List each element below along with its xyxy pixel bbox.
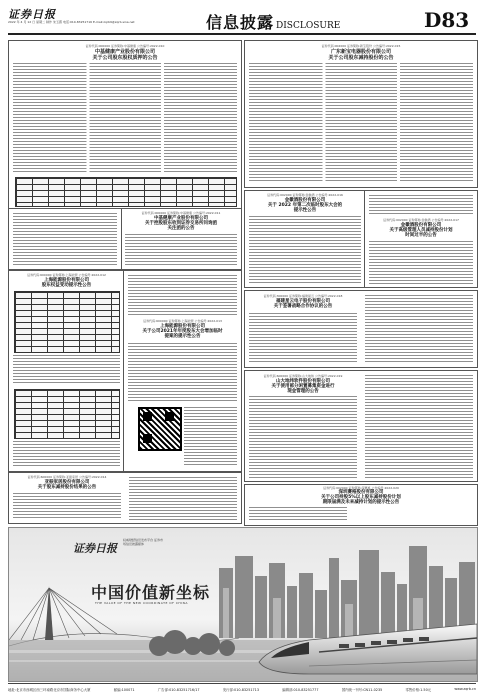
footer-ad-phone: 广告部:010-83251716/17 [157,687,200,692]
notice-title: 深圳赛格股份有限公司 关于公司持股5%以上股东减持股份计划 期限届满及未来减持计划的提示性公告 [321,490,401,505]
footer-distribution: 发行部:010-83251713 [222,687,260,692]
dateline: 2022 年 4 月 12 日 星期二 制作 朱玉霞 电话:010-83251716 E-mail:zqrb9@zqrb.sina.net [8,20,135,24]
notice-body-text [125,234,237,266]
notice-body-text [249,63,473,183]
notice-code: 证券代码:600000 证券简称:亚振家居 公告编号:2022-014 [27,475,107,479]
notice-body-text [249,313,357,363]
notice-9 [244,290,478,368]
notice-6 [244,40,478,188]
advertisement-banner [8,527,478,682]
equity-change-table [14,389,120,439]
masthead-rule [8,33,476,35]
notice-code: 证券代码:600000 证券简称:上海能源 公告编号:2022-013 [143,319,222,323]
notice-1-continued [8,208,122,270]
newspaper-logo: 证券日报 [8,8,56,21]
notice-code: 证券代码:002000 证券简称:深赛格 公告编号:2022-020 [323,486,399,490]
notice-body-text [249,507,347,522]
notice-title: 上海能源股份有限公司 关于公司2021年年度股东大会增加临时 提案的提示性公告 [142,324,223,339]
footer-editorial: 编辑部:010-83251777 [282,687,319,692]
notice-3 [8,270,125,472]
notice-code: 证券代码:002000 证券简称:新宝股份 公告编号:2022-015 [321,44,401,48]
footer-price: 零售价格:1.50元 [405,687,432,692]
notice-code: 证券代码:000000 证券简称:中基健康 公告编号:2022-010 [85,44,165,48]
footer-postcode: 邮编:100071 [113,687,135,692]
notice-body-text [249,216,361,284]
notice-code: 证券代码:600000 证券简称:山大地纬 公告编号:2022-019 [263,374,343,378]
notice-body-text [365,295,473,363]
notice-7 [244,190,366,288]
footer-imprint [8,683,476,694]
notice-title: 中基健康产业股份有限公司 关于公司股东股权质押的公告 [92,49,158,61]
masthead [0,0,484,42]
notice-title: 广东新宝电器股份有限公司 关于公司股东减持股份的公告 [328,49,394,61]
notice-body-text [365,375,473,478]
notice-body-text [184,407,237,467]
notice-body-text [13,63,237,173]
notice-code: 证券代码:002000 证券简称:金徽酒 公告编号:2022-017 [383,218,459,222]
notice-title: 中基健康产业股份有限公司 关于控股股东收到证券交易所问询函 关注函的公告 [145,216,217,231]
notice-8 [364,190,478,288]
notice-body-text [128,275,237,315]
qr-code [138,407,182,451]
notice-code: 证券代码:000000 证券简称:中基健康 公告编号:2022-011 [141,211,221,215]
page-number: D83 [424,8,470,32]
notice-title: 金徽酒股份有限公司 关于 2022 年第二次临时股东大会的 提示性公告 [267,198,343,213]
notice-11 [244,484,478,526]
notice-code: 证券代码:300000 证券简称:福建星云 公告编号:2022-018 [263,294,343,298]
notice-10 [244,370,478,482]
ad-slogan: 中国价值新坐标 [91,583,211,602]
notice-title: 金徽酒股份有限公司 关于高级管理人员减持股份计划 时间过半的公告 [389,223,453,238]
notice-title: 上海能源股份有限公司 股东权益变动提示性公告 [41,278,92,288]
ad-slogan-en: THE VALUE OF THE NEW COORDINATE OF CHINA [95,601,188,605]
section-title-cn: 信息披露 [206,13,275,32]
footer-website: www.zqrb.cn [454,687,476,691]
notice-code: 证券代码:600000 证券简称:上海能源 公告编号:2022-012 [27,273,106,277]
notice-2 [120,208,242,270]
ad-logo: 证券日报 [73,542,117,555]
notice-code: 证券代码:002000 证券简称:金徽酒 公告编号:2022-016 [267,193,343,197]
section-title [206,10,340,33]
shareholder-table [14,291,120,353]
ad-tagline: 权威财经信息发布平台 证券市场信息披露媒体 [123,538,163,546]
notice-body-text [13,441,120,467]
notice-body-text [13,213,117,265]
notice-body-text [13,493,121,520]
notice-body-text [128,343,237,403]
notice-body-text [13,355,120,385]
section-title-en: DISCLOSURE [276,21,341,31]
notice-body-text [369,241,473,284]
notice-body-text [249,396,357,478]
notice-body-text [129,477,237,520]
notice-title: 山大地纬软件股份有限公司 关于使用部分闲置募集资金进行 现金管理的公告 [271,379,335,394]
notice-title: 福建星云电子股份有限公司 关于签署战略合作协议的公告 [273,299,333,309]
notice-body-text [369,195,473,215]
notice-5 [8,472,242,524]
pledge-table [15,177,237,207]
footer-address: 地址:北京市西城区西三环南路北京市国际商务中心大厦 [8,687,91,692]
footer-domestic-code: 国内统一刊号:CN11-0235 [341,687,383,692]
notice-title: 亚振家居股份有限公司 关于股东减持股份结果的公告 [37,480,97,490]
notice-1 [8,40,242,210]
notice-4 [123,270,242,472]
